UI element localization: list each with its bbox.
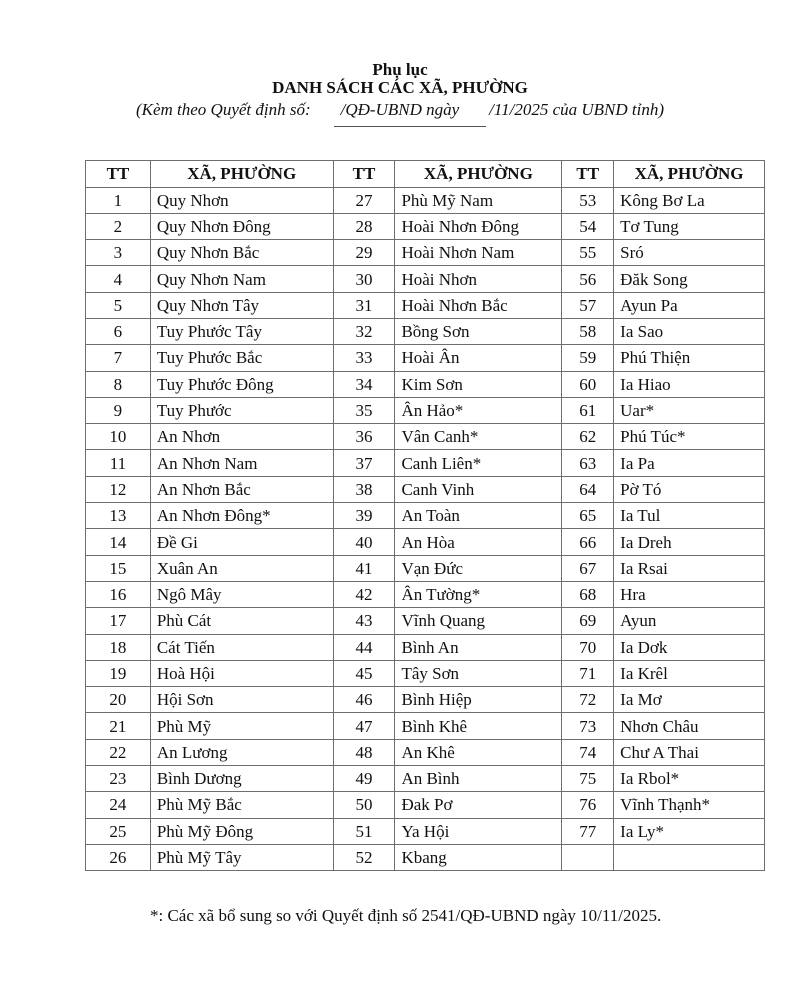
row-number-cell: 77: [562, 818, 614, 844]
table-row: [86, 292, 765, 318]
commune-name-cell: An Khê: [395, 739, 562, 765]
row-number-cell: 43: [333, 608, 395, 634]
row-number-cell: 13: [86, 503, 151, 529]
commune-name-cell: Ia Pa: [614, 450, 765, 476]
table-row: [86, 266, 765, 292]
commune-name-cell: Quy Nhơn Tây: [150, 292, 333, 318]
commune-name-cell: Vạn Đức: [395, 555, 562, 581]
row-number-cell: [562, 844, 614, 870]
commune-name-cell: An Nhơn Bắc: [150, 476, 333, 502]
row-number-cell: 75: [562, 766, 614, 792]
commune-name-cell: Ayun Pa: [614, 292, 765, 318]
commune-name-cell: Tuy Phước Tây: [150, 318, 333, 344]
header-name: XÃ, PHƯỜNG: [150, 161, 333, 188]
commune-name-cell: Phù Mỹ Đông: [150, 818, 333, 844]
commune-name-cell: Tơ Tung: [614, 213, 765, 239]
row-number-cell: 62: [562, 424, 614, 450]
row-number-cell: 30: [333, 266, 395, 292]
row-number-cell: 38: [333, 476, 395, 502]
row-number-cell: 55: [562, 240, 614, 266]
table-row: [86, 371, 765, 397]
table-row: [86, 213, 765, 239]
commune-name-cell: Bình Hiệp: [395, 687, 562, 713]
row-number-cell: 11: [86, 450, 151, 476]
row-number-cell: 6: [86, 318, 151, 344]
commune-ward-table: [85, 160, 765, 871]
commune-name-cell: Ya Hội: [395, 818, 562, 844]
commune-name-cell: Phù Mỹ Tây: [150, 844, 333, 870]
row-number-cell: 68: [562, 581, 614, 607]
row-number-cell: 20: [86, 687, 151, 713]
row-number-cell: 9: [86, 397, 151, 423]
commune-name-cell: Ia Sao: [614, 318, 765, 344]
document-title: DANH SÁCH CÁC XÃ, PHƯỜNG: [272, 78, 528, 97]
commune-name-cell: Ia Mơ: [614, 687, 765, 713]
row-number-cell: 10: [86, 424, 151, 450]
commune-name-cell: Hoài Nhơn Bắc: [395, 292, 562, 318]
row-number-cell: 22: [86, 739, 151, 765]
commune-name-cell: An Toàn: [395, 503, 562, 529]
row-number-cell: 41: [333, 555, 395, 581]
commune-name-cell: Hoài Nhơn: [395, 266, 562, 292]
table-row: [86, 634, 765, 660]
table-row: [86, 555, 765, 581]
commune-name-cell: An Bình: [395, 766, 562, 792]
row-number-cell: 12: [86, 476, 151, 502]
header-name: XÃ, PHƯỜNG: [614, 161, 765, 188]
row-number-cell: 39: [333, 503, 395, 529]
commune-name-cell: Ia Krêl: [614, 660, 765, 686]
row-number-cell: 40: [333, 529, 395, 555]
commune-name-cell: Hoài Nhơn Nam: [395, 240, 562, 266]
row-number-cell: 28: [333, 213, 395, 239]
table-header-row: [86, 161, 765, 188]
row-number-cell: 17: [86, 608, 151, 634]
commune-name-cell: Phú Thiện: [614, 345, 765, 371]
commune-name-cell: Quy Nhơn Nam: [150, 266, 333, 292]
row-number-cell: 35: [333, 397, 395, 423]
row-number-cell: 27: [333, 187, 395, 213]
header-name: XÃ, PHƯỜNG: [395, 161, 562, 188]
row-number-cell: 19: [86, 660, 151, 686]
table-row: [86, 739, 765, 765]
header-tt: TT: [86, 161, 151, 188]
commune-name-cell: Ia Rbol*: [614, 766, 765, 792]
row-number-cell: 7: [86, 345, 151, 371]
table-row: [86, 792, 765, 818]
table-row: [86, 687, 765, 713]
row-number-cell: 51: [333, 818, 395, 844]
commune-name-cell: Phù Cát: [150, 608, 333, 634]
row-number-cell: 4: [86, 266, 151, 292]
commune-name-cell: Phù Mỹ Bắc: [150, 792, 333, 818]
row-number-cell: 67: [562, 555, 614, 581]
table-row: [86, 529, 765, 555]
header-tt: TT: [562, 161, 614, 188]
commune-name-cell: Vĩnh Quang: [395, 608, 562, 634]
commune-name-cell: Phù Mỹ: [150, 713, 333, 739]
row-number-cell: 46: [333, 687, 395, 713]
row-number-cell: 59: [562, 345, 614, 371]
row-number-cell: 29: [333, 240, 395, 266]
commune-name-cell: An Nhơn: [150, 424, 333, 450]
row-number-cell: 5: [86, 292, 151, 318]
table-row: [86, 581, 765, 607]
row-number-cell: 21: [86, 713, 151, 739]
commune-name-cell: [614, 844, 765, 870]
row-number-cell: 66: [562, 529, 614, 555]
row-number-cell: 15: [86, 555, 151, 581]
row-number-cell: 23: [86, 766, 151, 792]
commune-name-cell: Sró: [614, 240, 765, 266]
row-number-cell: 47: [333, 713, 395, 739]
row-number-cell: 44: [333, 634, 395, 660]
document-subtitle: [0, 100, 800, 120]
commune-name-cell: Vân Canh*: [395, 424, 562, 450]
row-number-cell: 24: [86, 792, 151, 818]
commune-name-cell: An Hòa: [395, 529, 562, 555]
row-number-cell: 73: [562, 713, 614, 739]
commune-name-cell: Ân Hảo*: [395, 397, 562, 423]
commune-name-cell: Uar*: [614, 397, 765, 423]
commune-name-cell: Quy Nhơn Đông: [150, 213, 333, 239]
row-number-cell: 42: [333, 581, 395, 607]
commune-name-cell: Tuy Phước: [150, 397, 333, 423]
table-row: [86, 660, 765, 686]
table-row: [86, 766, 765, 792]
table-row: [86, 345, 765, 371]
row-number-cell: 63: [562, 450, 614, 476]
row-number-cell: 37: [333, 450, 395, 476]
commune-name-cell: Bồng Sơn: [395, 318, 562, 344]
row-number-cell: 56: [562, 266, 614, 292]
commune-name-cell: Ia Dơk: [614, 634, 765, 660]
commune-name-cell: Tuy Phước Đông: [150, 371, 333, 397]
commune-name-cell: Ia Dreh: [614, 529, 765, 555]
row-number-cell: 50: [333, 792, 395, 818]
commune-name-cell: Đăk Song: [614, 266, 765, 292]
table-row: [86, 476, 765, 502]
row-number-cell: 54: [562, 213, 614, 239]
row-number-cell: 69: [562, 608, 614, 634]
commune-name-cell: Bình Khê: [395, 713, 562, 739]
commune-name-cell: Hoài Nhơn Đông: [395, 213, 562, 239]
commune-name-cell: Kông Bơ La: [614, 187, 765, 213]
commune-name-cell: Kim Sơn: [395, 371, 562, 397]
commune-name-cell: Ia Rsai: [614, 555, 765, 581]
row-number-cell: 71: [562, 660, 614, 686]
subtitle-part-3: /11/2025 của UBND tỉnh): [489, 100, 665, 119]
row-number-cell: 8: [86, 371, 151, 397]
commune-name-cell: Canh Liên*: [395, 450, 562, 476]
row-number-cell: 2: [86, 213, 151, 239]
table-row: [86, 318, 765, 344]
commune-name-cell: Cát Tiến: [150, 634, 333, 660]
table-row: [86, 713, 765, 739]
row-number-cell: 31: [333, 292, 395, 318]
table-row: [86, 187, 765, 213]
row-number-cell: 72: [562, 687, 614, 713]
commune-name-cell: Tây Sơn: [395, 660, 562, 686]
commune-name-cell: Hra: [614, 581, 765, 607]
row-number-cell: 33: [333, 345, 395, 371]
row-number-cell: 16: [86, 581, 151, 607]
row-number-cell: 52: [333, 844, 395, 870]
row-number-cell: 64: [562, 476, 614, 502]
commune-name-cell: Chư A Thai: [614, 739, 765, 765]
commune-name-cell: Ngô Mây: [150, 581, 333, 607]
commune-name-cell: Xuân An: [150, 555, 333, 581]
commune-name-cell: Bình An: [395, 634, 562, 660]
row-number-cell: 26: [86, 844, 151, 870]
commune-name-cell: Ia Ly*: [614, 818, 765, 844]
subtitle-part-1: (Kèm theo Quyết định số:: [135, 100, 311, 119]
table-row: [86, 240, 765, 266]
row-number-cell: 61: [562, 397, 614, 423]
row-number-cell: 3: [86, 240, 151, 266]
commune-name-cell: Đak Pơ: [395, 792, 562, 818]
row-number-cell: 70: [562, 634, 614, 660]
commune-name-cell: Ia Hiao: [614, 371, 765, 397]
commune-name-cell: Hoài Ân: [395, 345, 562, 371]
signature-underline: [334, 126, 486, 127]
footnote: *: Các xã bổ sung so với Quyết định số 2541/QĐ-UBND ngày 10/11/2025.: [150, 906, 662, 925]
table-row: [86, 397, 765, 423]
row-number-cell: 53: [562, 187, 614, 213]
commune-name-cell: Phú Túc*: [614, 424, 765, 450]
row-number-cell: 25: [86, 818, 151, 844]
table-row: [86, 503, 765, 529]
row-number-cell: 32: [333, 318, 395, 344]
commune-name-cell: Hoà Hội: [150, 660, 333, 686]
commune-name-cell: Phù Mỹ Nam: [395, 187, 562, 213]
commune-name-cell: An Nhơn Đông*: [150, 503, 333, 529]
row-number-cell: 34: [333, 371, 395, 397]
row-number-cell: 49: [333, 766, 395, 792]
commune-name-cell: Quy Nhơn Bắc: [150, 240, 333, 266]
table-row: [86, 450, 765, 476]
commune-name-cell: Ia Tul: [614, 503, 765, 529]
row-number-cell: 58: [562, 318, 614, 344]
table-row: [86, 424, 765, 450]
commune-name-cell: Đề Gi: [150, 529, 333, 555]
row-number-cell: 36: [333, 424, 395, 450]
row-number-cell: 18: [86, 634, 151, 660]
row-number-cell: 14: [86, 529, 151, 555]
commune-name-cell: Ayun: [614, 608, 765, 634]
row-number-cell: 45: [333, 660, 395, 686]
commune-name-cell: Vĩnh Thạnh*: [614, 792, 765, 818]
commune-name-cell: Ân Tường*: [395, 581, 562, 607]
table-row: [86, 844, 765, 870]
header-tt: TT: [333, 161, 395, 188]
table-row: [86, 608, 765, 634]
commune-name-cell: Canh Vinh: [395, 476, 562, 502]
commune-name-cell: Quy Nhơn: [150, 187, 333, 213]
row-number-cell: 57: [562, 292, 614, 318]
commune-name-cell: Kbang: [395, 844, 562, 870]
subtitle-part-2: /QĐ-UBND ngày: [340, 100, 460, 119]
row-number-cell: 60: [562, 371, 614, 397]
row-number-cell: 76: [562, 792, 614, 818]
commune-name-cell: Nhơn Châu: [614, 713, 765, 739]
commune-name-cell: Bình Dương: [150, 766, 333, 792]
row-number-cell: 48: [333, 739, 395, 765]
appendix-label: Phụ lục: [372, 60, 428, 79]
commune-name-cell: An Lương: [150, 739, 333, 765]
table-row: [86, 818, 765, 844]
commune-name-cell: An Nhơn Nam: [150, 450, 333, 476]
commune-name-cell: Hội Sơn: [150, 687, 333, 713]
commune-name-cell: Pờ Tó: [614, 476, 765, 502]
commune-name-cell: Tuy Phước Bắc: [150, 345, 333, 371]
row-number-cell: 1: [86, 187, 151, 213]
row-number-cell: 74: [562, 739, 614, 765]
row-number-cell: 65: [562, 503, 614, 529]
